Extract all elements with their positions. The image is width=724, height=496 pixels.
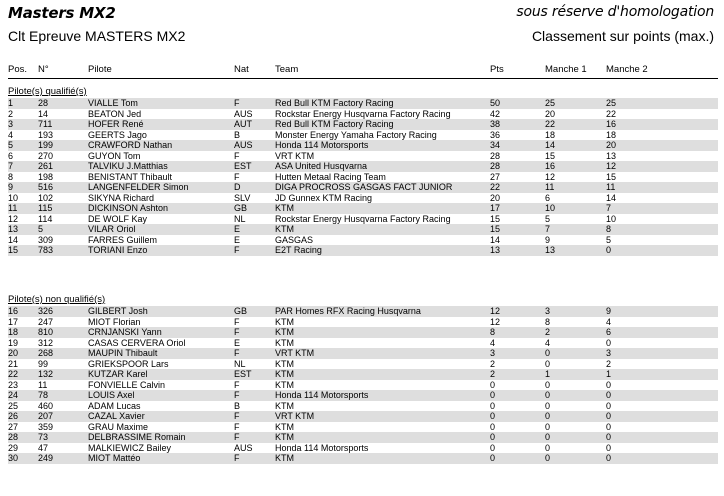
cell-nat: F [234,150,240,161]
cell-num: 312 [38,337,54,348]
cell-num: 711 [38,119,53,129]
cell-pos: 16 [8,306,19,316]
cell-m2: 0 [606,337,612,348]
cell-pos: 27 [8,421,19,432]
cell-pts: 17 [490,203,501,213]
cell-m1: 13 [545,245,556,255]
cell-pos: 25 [8,400,19,411]
table-row [8,214,718,225]
cell-nat: F [234,379,240,390]
cell-nat: D [234,182,241,192]
cell-pts: 3 [490,348,496,358]
table-row [8,203,718,214]
cell-team: KTM [275,432,294,442]
table-row [8,401,718,412]
cell-team: ASA United Husqvarna [275,161,368,171]
cell-pilote: CASAS CERVERA Oriol [88,337,186,348]
table-row [8,130,718,141]
cell-m2: 3 [606,348,612,358]
cell-pos: 2 [8,108,14,119]
cell-m2: 15 [606,171,617,182]
table-row [8,182,718,193]
cell-m2: 10 [606,213,617,224]
table-row [8,245,718,256]
cell-team: E2T Racing [275,245,322,255]
cell-nat: E [234,337,241,348]
cell-num: 14 [38,108,49,119]
cell-team: KTM [275,224,294,234]
event-subtitle: Clt Epreuve MASTERS MX2 [8,28,186,44]
cell-team: Honda 114 Motorsports [275,140,369,150]
cell-pts: 38 [490,119,501,129]
cell-m2: 7 [606,203,612,213]
col-pts: Pts [490,64,504,75]
cell-m2: 0 [606,400,612,411]
cell-pts: 20 [490,192,501,203]
cell-team: Honda 114 Motorsports [275,442,369,453]
table-row [8,172,718,183]
cell-team: KTM [275,453,294,463]
non-qualified-title: Pilote(s) non qualifié(s) [8,294,106,305]
cell-num: 193 [38,129,54,140]
table-row [8,317,718,328]
cell-num: 102 [38,192,54,203]
table-row [8,306,718,317]
cell-m2: 16 [606,119,617,129]
table-row [8,359,718,370]
cell-nat: F [234,453,240,463]
cell-pilote: GUYON Tom [88,150,141,161]
cell-pos: 19 [8,337,19,348]
cell-pilote: GEERTS Jago [88,129,147,140]
cell-pos: 4 [8,129,14,140]
cell-num: 207 [38,411,54,421]
cell-m2: 0 [606,390,612,400]
cell-m1: 0 [545,421,551,432]
cell-nat: NL [234,213,246,224]
cell-pos: 22 [8,369,19,379]
cell-pilote: KUTZAR Karel [88,369,148,379]
cell-m1: 0 [545,432,551,442]
cell-pilote: FARRES Guillem [88,234,158,245]
cell-m1: 0 [545,379,551,390]
cell-pts: 12 [490,316,501,327]
cell-nat: AUT [234,119,252,129]
cell-pts: 0 [490,421,496,432]
cell-pts: 27 [490,171,501,182]
cell-pts: 28 [490,150,501,161]
cell-num: 199 [38,140,54,150]
cell-nat: AUS [234,108,253,119]
cell-team: KTM [275,327,294,337]
cell-pts: 4 [490,337,496,348]
cell-pilote: SIKYNA Richard [88,192,155,203]
cell-nat: AUS [234,140,253,150]
cell-pilote: GRAU Maxime [88,421,149,432]
cell-pilote: ADAM Lucas [88,400,141,411]
cell-pilote: HOFER René [88,119,144,129]
cell-m2: 0 [606,421,612,432]
cell-nat: NL [234,358,246,369]
cell-pts: 0 [490,432,496,442]
cell-pts: 50 [490,98,501,108]
cell-num: 132 [38,369,54,379]
cell-team: GASGAS [275,234,314,245]
page-title: Masters MX2 [8,4,116,22]
cell-nat: E [234,224,241,234]
cell-pilote: LOUIS Axel [88,390,135,400]
cell-pos: 18 [8,327,19,337]
col-team: Team [275,64,299,75]
cell-m2: 4 [606,316,612,327]
cell-num: 309 [38,234,54,245]
cell-pilote: GILBERT Josh [88,306,148,316]
cell-pts: 42 [490,108,501,119]
table-row [8,422,718,433]
cell-pos: 10 [8,192,19,203]
cell-num: 114 [38,213,53,224]
cell-pos: 6 [8,150,14,161]
cell-pilote: DELBRASSIME Romain [88,432,186,442]
table-row [8,338,718,349]
cell-pos: 23 [8,379,19,390]
cell-num: 28 [38,98,49,108]
cell-team: DIGA PROCROSS GASGAS FACT JUNIOR [275,182,453,192]
cell-pts: 28 [490,161,501,171]
cell-pos: 24 [8,390,19,400]
qualified-section [8,86,718,256]
cell-nat: F [234,432,240,442]
cell-pts: 22 [490,182,501,192]
qualified-title: Pilote(s) qualifié(s) [8,86,87,97]
cell-team: KTM [275,400,294,411]
table-row [8,119,718,130]
col-nat: Nat [234,64,249,75]
cell-team: Monster Energy Yamaha Factory Racing [275,129,437,140]
cell-num: 270 [38,150,54,161]
cell-m2: 25 [606,98,617,108]
cell-m1: 3 [545,306,551,316]
cell-pts: 0 [490,379,496,390]
cell-m2: 0 [606,432,612,442]
cell-nat: F [234,316,240,327]
table-row [8,327,718,338]
cell-team: Rockstar Energy Husqvarna Factory Racing [275,213,451,224]
cell-pilote: FONVIELLE Calvin [88,379,166,390]
cell-pos: 1 [8,98,14,108]
cell-pos: 12 [8,213,19,224]
cell-num: 460 [38,400,54,411]
cell-pilote: TORIANI Enzo [88,245,148,255]
table-row [8,193,718,204]
table-row [8,432,718,443]
cell-nat: F [234,421,240,432]
cell-nat: F [234,390,240,400]
cell-m2: 2 [606,358,612,369]
cell-m1: 0 [545,390,551,400]
table-row [8,453,718,464]
cell-pts: 15 [490,213,501,224]
cell-num: 249 [38,453,54,463]
cell-team: PAR Homes RFX Racing Husqvarna [275,306,421,316]
cell-pilote: CAZAL Xavier [88,411,145,421]
cell-pilote: CRNJANSKI Yann [88,327,162,337]
cell-pilote: MAUPIN Thibault [88,348,158,358]
cell-m2: 12 [606,161,617,171]
cell-nat: EST [234,161,252,171]
cell-pts: 0 [490,390,496,400]
col-pos: Pos. [8,64,28,75]
cell-nat: EST [234,369,252,379]
cell-team: VRT KTM [275,411,315,421]
table-row [8,380,718,391]
cell-team: Honda 114 Motorsports [275,390,369,400]
col-pilote: Pilote [88,64,112,75]
cell-pos: 3 [8,119,14,129]
cell-m1: 22 [545,119,556,129]
cell-nat: GB [234,203,248,213]
cell-m1: 7 [545,224,551,234]
cell-m1: 0 [545,442,551,453]
cell-num: 268 [38,348,54,358]
cell-m1: 11 [545,182,555,192]
cell-nat: SLV [234,192,251,203]
cell-num: 78 [38,390,49,400]
cell-team: Red Bull KTM Factory Racing [275,119,394,129]
cell-num: 326 [38,306,54,316]
table-row [8,224,718,235]
cell-num: 47 [38,442,49,453]
cell-m2: 11 [606,182,616,192]
cell-m2: 0 [606,442,612,453]
cell-pts: 0 [490,453,496,463]
cell-num: 99 [38,358,49,369]
cell-pilote: VILAR Oriol [88,224,136,234]
cell-pilote: MALKIEWICZ Bailey [88,442,172,453]
cell-pilote: LANGENFELDER Simon [88,182,189,192]
cell-m1: 8 [545,316,551,327]
cell-pos: 8 [8,171,14,182]
cell-m2: 20 [606,140,617,150]
cell-m1: 25 [545,98,556,108]
ranking-type: Classement sur points (max.) [531,28,714,44]
cell-num: 115 [38,203,53,213]
cell-team: KTM [275,369,294,379]
table-row [8,348,718,359]
cell-num: 5 [38,224,44,234]
cell-team: JD Gunnex KTM Racing [275,192,373,203]
cell-m2: 9 [606,306,612,316]
cell-m1: 2 [545,327,551,337]
cell-m2: 18 [606,129,617,140]
column-headers [8,62,718,79]
cell-team: VRT KTM [275,150,315,161]
cell-pos: 13 [8,224,19,234]
cell-pts: 8 [490,327,496,337]
col-manche2: Manche 2 [606,64,648,75]
cell-nat: F [234,245,240,255]
cell-m2: 13 [606,150,617,161]
cell-pts: 14 [490,234,501,245]
cell-m2: 6 [606,327,612,337]
cell-m2: 1 [606,369,612,379]
cell-m2: 0 [606,245,612,255]
cell-pts: 15 [490,224,501,234]
cell-pos: 14 [8,234,19,245]
table-row [8,390,718,401]
cell-pos: 11 [8,203,18,213]
cell-nat: F [234,171,240,182]
table-row [8,109,718,120]
cell-pts: 0 [490,411,496,421]
cell-pos: 21 [8,358,19,369]
cell-pts: 0 [490,442,496,453]
cell-num: 261 [38,161,54,171]
cell-num: 11 [38,379,48,390]
cell-pos: 29 [8,442,19,453]
cell-pilote: CRAWFORD Nathan [88,140,173,150]
cell-pos: 15 [8,245,19,255]
table-row [8,235,718,246]
cell-pilote: MIOT Mattéo [88,453,141,463]
cell-m1: 0 [545,411,551,421]
cell-m1: 18 [545,129,556,140]
col-manche1: Manche 1 [545,64,587,75]
cell-m1: 4 [545,337,551,348]
cell-m1: 0 [545,348,551,358]
cell-num: 810 [38,327,54,337]
non-qualified-list [8,306,718,464]
cell-pilote: DE WOLF Kay [88,213,148,224]
cell-nat: E [234,234,241,245]
cell-m1: 10 [545,203,556,213]
cell-m2: 0 [606,411,612,421]
cell-team: Red Bull KTM Factory Racing [275,98,394,108]
table-row [8,369,718,380]
cell-m1: 0 [545,358,551,369]
table-row [8,151,718,162]
cell-team: KTM [275,358,294,369]
cell-pts: 34 [490,140,501,150]
cell-pts: 13 [490,245,501,255]
cell-pilote: BENISTANT Thibault [88,171,173,182]
cell-nat: F [234,327,240,337]
col-num: N° [38,64,49,75]
cell-pts: 12 [490,306,501,316]
cell-m2: 14 [606,192,617,203]
cell-m1: 15 [545,150,556,161]
cell-m2: 0 [606,453,612,463]
cell-team: KTM [275,203,294,213]
cell-nat: B [234,400,241,411]
cell-m1: 12 [545,171,556,182]
cell-nat: F [234,411,240,421]
cell-m1: 16 [545,161,556,171]
cell-num: 359 [38,421,54,432]
cell-pilote: MIOT Florian [88,316,141,327]
non-qualified-section [8,294,718,464]
table-row [8,411,718,422]
cell-pilote: BEATON Jed [88,108,142,119]
cell-num: 198 [38,171,54,182]
cell-pts: 0 [490,400,496,411]
cell-m2: 0 [606,379,612,390]
cell-m2: 22 [606,108,617,119]
cell-team: KTM [275,421,294,432]
table-row [8,98,718,109]
cell-m1: 0 [545,400,551,411]
cell-num: 73 [38,432,49,442]
cell-pos: 20 [8,348,19,358]
cell-nat: AUS [234,442,253,453]
cell-num: 783 [38,245,54,255]
cell-m1: 0 [545,453,551,463]
cell-pts: 36 [490,129,501,140]
cell-pts: 2 [490,369,496,379]
cell-team: Rockstar Energy Husqvarna Factory Racing [275,108,451,119]
cell-num: 516 [38,182,54,192]
cell-pos: 5 [8,140,14,150]
cell-pos: 9 [8,182,14,192]
cell-m1: 5 [545,213,551,224]
qualified-list [8,98,718,256]
cell-nat: F [234,98,240,108]
table-row [8,443,718,454]
cell-team: VRT KTM [275,348,315,358]
cell-pilote: DICKINSON Ashton [88,203,169,213]
cell-pilote: GRIEKSPOOR Lars [88,358,169,369]
cell-m1: 14 [545,140,556,150]
cell-team: Hutten Metaal Racing Team [275,171,386,182]
cell-pos: 17 [8,316,19,327]
cell-team: KTM [275,316,294,327]
table-row [8,140,718,151]
table-row [8,161,718,172]
cell-m2: 8 [606,224,612,234]
cell-pilote: TALVIKU J.Matthias [88,161,168,171]
cell-m1: 20 [545,108,556,119]
cell-pts: 2 [490,358,496,369]
cell-team: KTM [275,379,294,390]
cell-pos: 30 [8,453,19,463]
cell-pos: 26 [8,411,19,421]
cell-team: KTM [275,337,294,348]
homologation-note: sous réserve d'homologation [516,4,714,20]
cell-pilote: VIALLE Tom [88,98,138,108]
cell-nat: F [234,348,240,358]
cell-m2: 5 [606,234,612,245]
cell-num: 247 [38,316,54,327]
cell-pos: 7 [8,161,14,171]
cell-m1: 1 [545,369,551,379]
cell-nat: GB [234,306,248,316]
cell-nat: B [234,129,241,140]
cell-pos: 28 [8,432,19,442]
cell-m1: 9 [545,234,551,245]
cell-m1: 6 [545,192,551,203]
